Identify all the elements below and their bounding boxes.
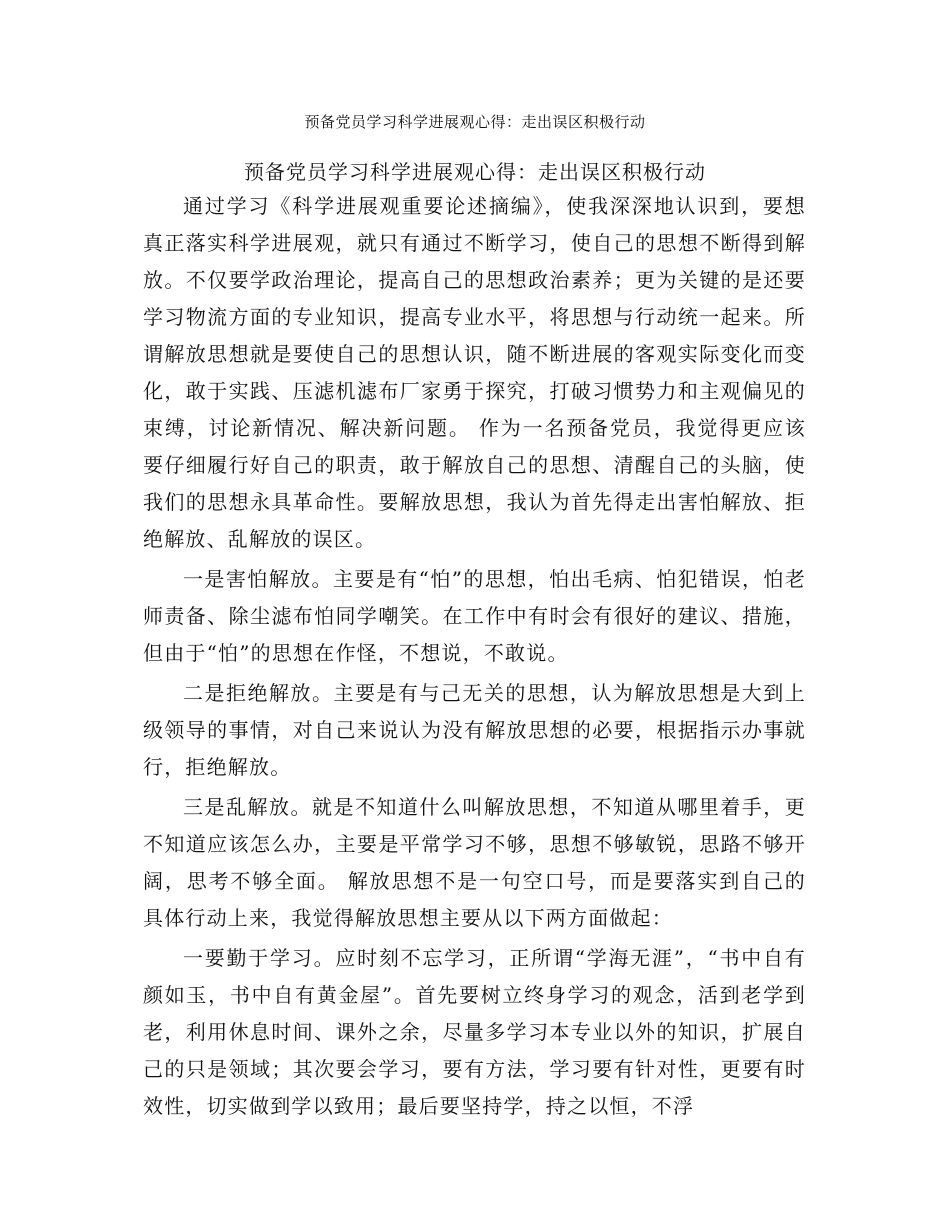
paragraph-refusal-of-liberation: 二是拒绝解放。主要是有与己无关的思想，认为解放思想是大到上级领导的事情，对自己来说认为没有解放思想的必要，根据指示办事就行，拒绝解放。 — [143, 681, 806, 779]
page-header: 预备党员学习科学进展观心得：走出误区积极行动 — [304, 113, 646, 131]
paragraph-intro: 通过学习《科学进展观重要论述摘编》，使我深深地认识到，要想真正落实科学进展观，就只有通过不断学习，使自己的思想不断得到解放。不仅要学政治理论，提高自己的思想政治素养；更为关键的是还要学习物流方面的专业知识，提高专业水平，将思想与行动统一起来。所谓解放思想就是要使自己的思想认识，随不断进展的客观实际变化而变化，敢于实践、压滤机滤布厂家勇于探究，打破习惯势力和主观偏见的束缚，讨论新情况、解决新问题。 作为一名预备党员，我觉得更应该要仔细履行好自己的职责，敢于解放自己的思想、清醒自己的头脑，使我们的思想永具革命性。要解放思想，我认为首先得走出害怕解放、拒绝解放、乱解放的误区。 — [143, 194, 806, 551]
paragraph-fear-of-liberation: 一是害怕解放。主要是有“怕”的思想，怕出毛病、怕犯错误，怕老师责备、除尘滤布怕同学嘲笑。在工作中有时会有很好的建议、措施，但由于“怕”的思想在作怪，不想说，不敢说。 — [143, 567, 806, 665]
document-title: 预备党员学习科学进展观心得：走出误区积极行动 — [244, 160, 706, 184]
document-body — [143, 188, 806, 1128]
paragraph-diligent-study: 一要勤于学习。应时刻不忘学习，正所谓“学海无涯”，“书中自有颜如玉，书中自有黄金屋”。首先要树立终身学习的观念，活到老学到老，利用休息时间、课外之余，尽量多学习本专业以外的知识，扩展自己的只是领域；其次要会学习，要有方法，学习要有针对性，更要有时效性，切实做到学以致用；最后要坚持学，持之以恒，不浮 — [143, 946, 806, 1118]
paragraph-random-liberation: 三是乱解放。就是不知道什么叫解放思想，不知道从哪里着手，更不知道应该怎么办，主要是平常学习不够，思想不够敏锐，思路不够开阔，思考不够全面。 解放思想不是一句空口号，而是要落实到自己的具体行动上来，我觉得解放思想主要从以下两方面做起： — [143, 795, 806, 930]
